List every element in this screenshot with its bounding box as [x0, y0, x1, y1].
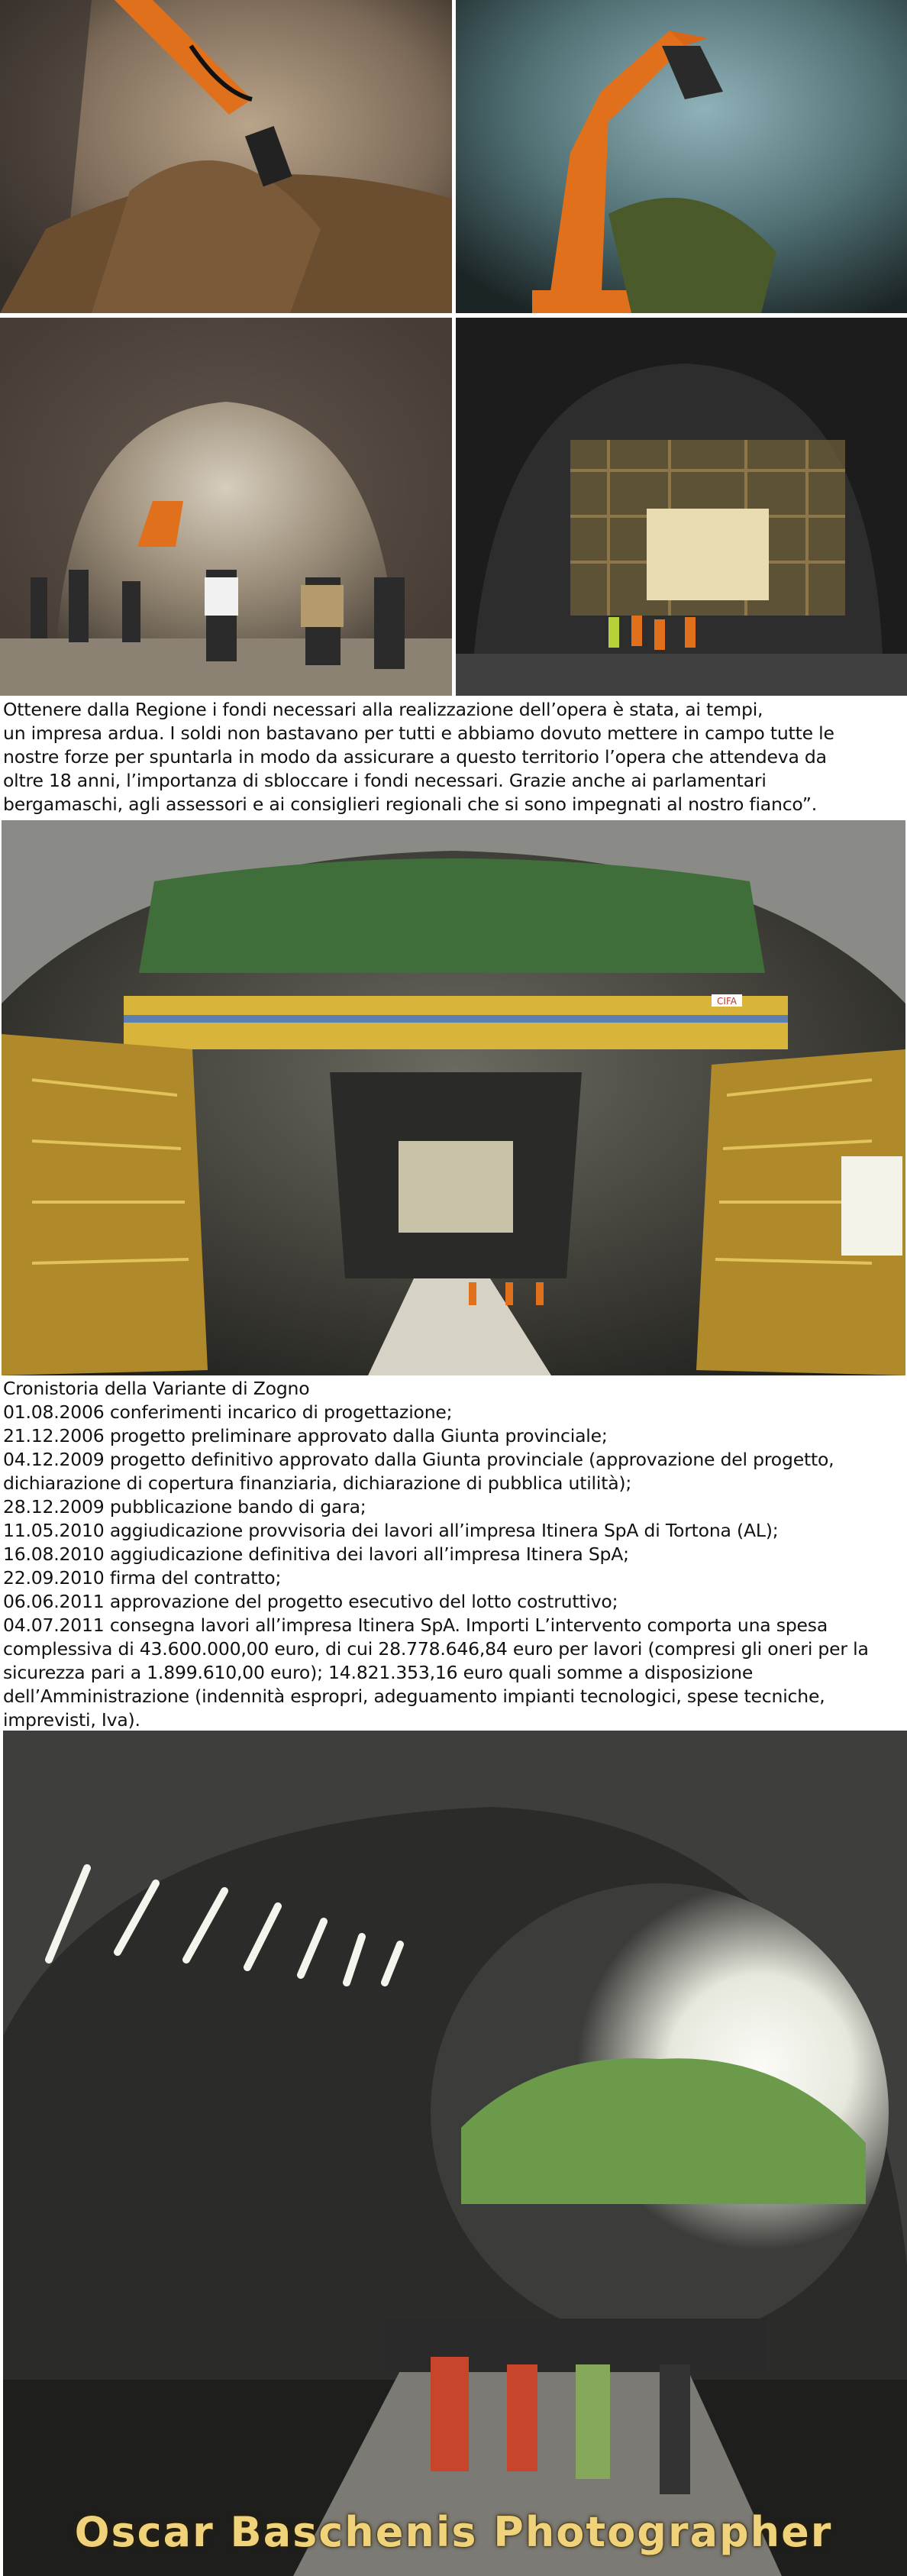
intro-line: oltre 18 anni, l’importanza di sbloccare i fondi necessari. Grazie anche ai parlamentari: [3, 770, 767, 791]
photographer-credit: Oscar Baschenis Photographer: [74, 2508, 833, 2556]
chronology-line: 11.05.2010 aggiudicazione provvisoria dei lavori all’impresa Itinera SpA di Tortona (AL);: [3, 1520, 779, 1541]
tunnel-excavation-photo: [0, 0, 452, 313]
chronology-line: 28.12.2009 pubblicazione bando di gara;: [3, 1496, 366, 1517]
chronology-line: sicurezza pari a 1.899.610,00 euro); 14.821.353,16 euro quali somme a disposizione: [3, 1662, 754, 1683]
chronology-line: dell’Amministrazione (indennità espropri, adeguamento impianti tecnologici, spese tecniche,: [3, 1686, 825, 1707]
chronology-line: dichiarazione di copertura finanziaria, dichiarazione di pubblica utilità);: [3, 1472, 632, 1494]
chronology-line: 01.08.2006 conferimenti incarico di progettazione;: [3, 1401, 453, 1423]
chronology-title: Cronistoria della Variante di Zogno: [3, 1378, 310, 1399]
chronology-line: 16.08.2010 aggiudicazione definitiva dei lavori all’impresa Itinera SpA;: [3, 1543, 629, 1565]
chronology-line: complessiva di 43.600.000,00 euro, di cui 28.778.646,84 euro per lavori (compresi gli oneri per la: [3, 1638, 869, 1660]
chronology-line: 04.12.2009 progetto definitivo approvato dalla Giunta provinciale (approvazione del progetto,: [3, 1449, 834, 1470]
tunnel-formwork-gantry-photo: [2, 820, 905, 1375]
tunnel-crowd-photo: [0, 318, 452, 696]
chronology-line: 06.06.2011 approvazione del progetto esecutivo del lotto costruttivo;: [3, 1591, 618, 1612]
chronology-line: 04.07.2011 consegna lavori all’impresa Itinera SpA. Importi L’intervento comporta una spesa: [3, 1614, 828, 1636]
chronology-line: 21.12.2006 progetto preliminare approvato dalla Giunta provinciale;: [3, 1425, 608, 1446]
tunnel-scaffolding-photo: [456, 318, 907, 696]
sign-text: CIFA: [717, 996, 737, 1007]
intro-line: Ottenere dalla Regione i fondi necessari alla realizzazione dell’opera è stata, ai tempi,: [3, 699, 763, 720]
chronology-line: imprevisti, Iva).: [3, 1709, 140, 1731]
intro-line: nostre forze per spuntarla in modo da assicurare a questo territorio l’opera che attendeva da: [3, 746, 827, 768]
tunnel-exit-crowd-photo: [3, 1731, 907, 2576]
intro-paragraph: [3, 698, 904, 816]
intro-line: bergamaschi, agli assessori e ai consiglieri regionali che si sono impegnati al nostro fianco”.: [3, 793, 818, 815]
chronology-line: 22.09.2010 firma del contratto;: [3, 1567, 282, 1589]
excavator-photo: [456, 0, 907, 313]
intro-line: un impresa ardua. I soldi non bastavano per tutti e abbiamo dovuto mettere in campo tutte le: [3, 722, 834, 744]
chronology: [3, 1377, 904, 1732]
